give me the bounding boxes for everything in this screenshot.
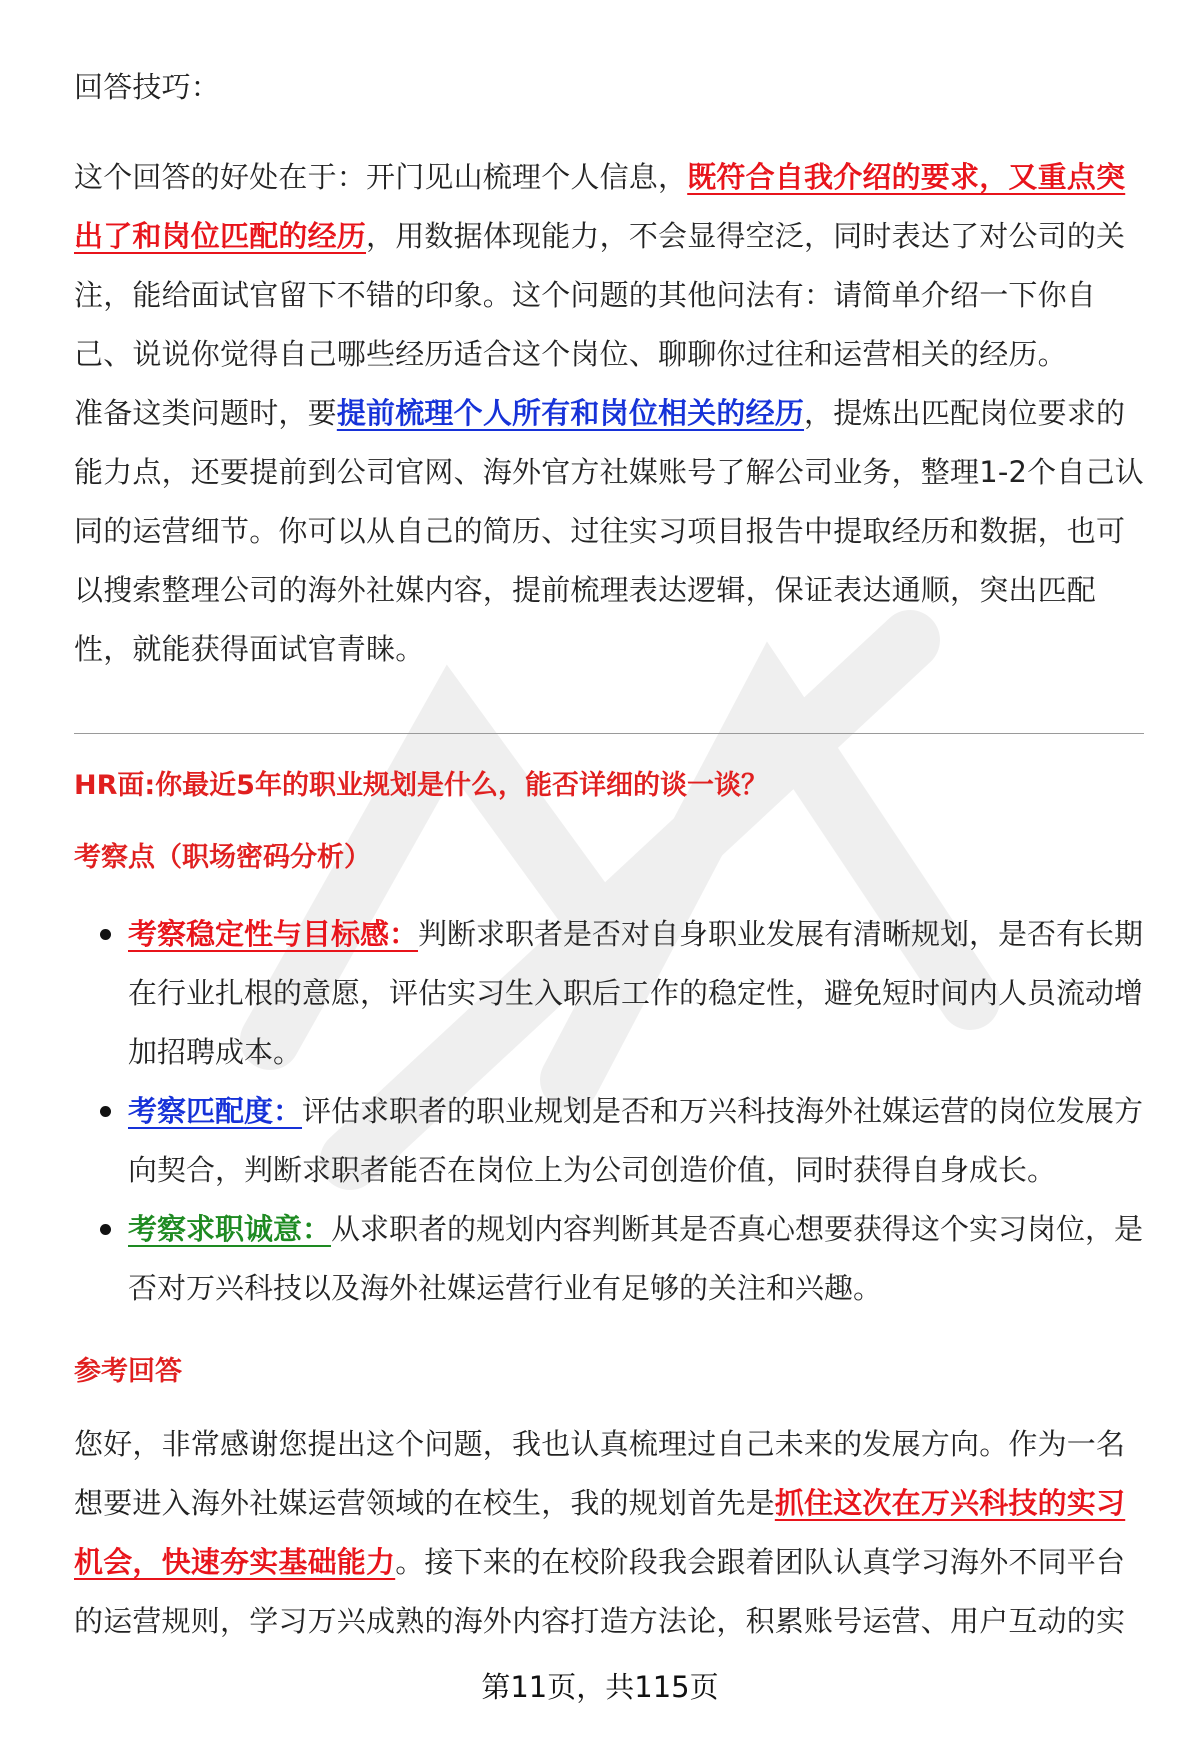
bullet-icon [100, 1224, 111, 1235]
assessment-points-list [74, 905, 1144, 1318]
reference-answer-paragraph [74, 1415, 1144, 1651]
reference-answer-heading: 参考回答 [74, 1356, 182, 1387]
hr-question-heading: HR面:你最近5年的职业规划是什么，能否详细的谈一谈？ [74, 770, 768, 801]
text: 您好，非常感谢您提出这个问题，我也认真梳理过自己未来的发展方向。作为一名想要进入海外社媒运营领域的在校生，我的规划首先是 [74, 1427, 1126, 1520]
answer-tips-label: 回答技巧： [74, 70, 221, 104]
text: ，用数据体现能力，不会显得空泛，同时表达了对公司的关注，能给面试官留下不错的印象。这个问题的其他问法有：请简单介绍一下你自己、说说你觉得自己哪些经历适合这个岗位、聊聊你过往和运营相关的经历。 [74, 219, 1126, 371]
bullet-text: 从求职者的规划内容判断其是否真心想要获得这个实习岗位，是否对万兴科技以及海外社媒运营行业有足够的关注和兴趣。 [128, 1212, 1144, 1305]
bullet-text: 评估求职者的职业规划是否和万兴科技海外社媒运营的岗位发展方向契合，判断求职者能否在岗位上为公司创造价值，同时获得自身成长。 [128, 1094, 1144, 1187]
list-item [74, 1200, 1144, 1318]
bullet-text: 判断求职者是否对自身职业发展有清晰规划，是否有长期在行业扎根的意愿，评估实习生入职后工作的稳定性，避免短时间内人员流动增加招聘成本。 [128, 917, 1144, 1069]
tips-paragraph-2 [74, 384, 1144, 679]
bullet-icon [100, 929, 111, 940]
highlight-red: 既符合自我介绍的要求，又重点突出了和岗位匹配的经历 [74, 160, 1126, 253]
list-item [74, 1082, 1144, 1200]
text: 准备这类问题时，要 [74, 396, 337, 430]
bullet-label: 考察稳定性与目标感： [128, 917, 419, 951]
highlight-red: 抓住这次在万兴科技的实习机会，快速夯实基础能力 [74, 1486, 1126, 1579]
section-divider [74, 733, 1144, 734]
page-number: 第11页，共115页 [481, 1670, 719, 1704]
highlight-blue: 提前梳理个人所有和岗位相关的经历 [336, 396, 805, 430]
tips-paragraph-1 [74, 148, 1144, 384]
assessment-points-heading: 考察点（职场密码分析） [74, 842, 371, 873]
text: 。接下来的在校阶段我会跟着团队认真学习海外不同平台的运营规则，学习万兴成熟的海外内容打造方法论，积累账号运营、用户互动的实 [74, 1545, 1126, 1638]
text: 这个回答的好处在于：开门见山梳理个人信息， [74, 160, 688, 194]
bullet-label: 考察求职诚意： [128, 1212, 332, 1246]
text: ，提炼出匹配岗位要求的能力点，还要提前到公司官网、海外官方社媒账号了解公司业务，整理1-2个自己认同的运营细节。你可以从自己的简历、过往实习项目报告中提取经历和数据，也可以搜索整理公司的海外社媒内容，提前梳理表达逻辑，保证表达通顺，突出匹配性，就能获得面试官青睐。 [74, 396, 1144, 666]
list-item [74, 905, 1144, 1082]
bullet-label: 考察匹配度： [128, 1094, 303, 1128]
bullet-icon [100, 1106, 111, 1117]
